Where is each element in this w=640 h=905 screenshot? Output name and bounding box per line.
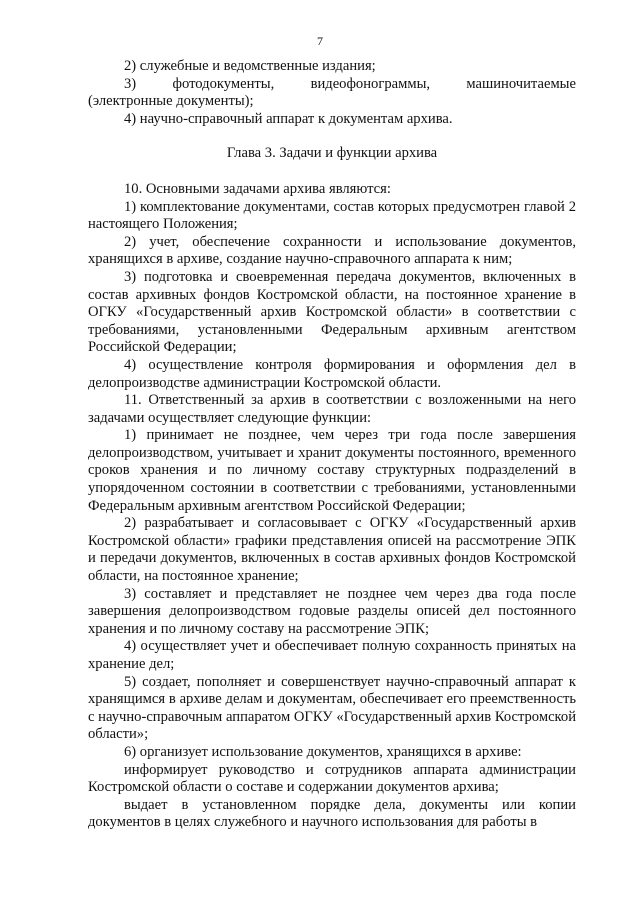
section-11-intro: 11. Ответственный за архив в соответствии с возложенными на него задачами осуществляет следующие функции: [88,392,576,426]
document-body [88,58,576,832]
section-10-item-2: 2) учет, обеспечение сохранности и использование документов, хранящихся в архиве, создание научно-справочного аппарата к ним; [88,233,576,268]
section-11-item-6a: информирует руководство и сотрудников аппарата администрации Костромской области о составе и содержании документов архива; [88,761,576,796]
section-10-item-3: 3) подготовка и своевременная передача документов, включенных в состав архивных фондов Костромской области, на постоянное хранение в ОГКУ «Государственный архив Костромской области» в соответствии с требованиями, установленными Федеральным архивным агентством Российской Федерации; [88,268,576,356]
section-11-item-6: 6) организует использование документов, хранящихся в архиве: [124,743,522,760]
section-10-intro: 10. Основными задачами архива являются: [124,180,391,197]
section-11-item-5: 5) создает, пополняет и совершенствует научно-справочный аппарат к хранящимся в архиве делам и документам, обеспечивает его преемственность с научно-справочным аппаратом ОГКУ «Государственный архив Костромской области»; [88,673,576,743]
list-item-3-part: фотодокументы, [172,75,275,92]
section-11-item-3: 3) составляет и представляет не позднее чем через два года после завершения делопроизводством годовые разделы описей дел постоянного хранения и по личному составу на рассмотрение ЭПК; [88,585,576,637]
list-item-4: 4) научно-справочный аппарат к документам архива. [124,110,453,127]
list-item-3-part: 3) [124,75,137,92]
page-number: 7 [317,34,323,48]
section-11-item-6b: выдает в установленном порядке дела, документы или копии документов в целях служебного и научного использования для работы в [88,796,576,831]
section-11-item-4: 4) осуществляет учет и обеспечивает полную сохранность принятых на хранение дел; [88,638,576,672]
section-11-item-1: 1) принимает не позднее, чем через три года после завершения делопроизводством, учитывает и хранит документы постоянного, временного сроков хранения и по личному составу структурных подразделений в упорядоченном состоянии в соответствии с требованиями, установленными Федеральным архивным агентством Российской Федерации; [88,427,576,514]
section-10-item-4: 4) осуществление контроля формирования и оформления дел в делопроизводстве администрации Костромской области. [88,356,576,391]
chapter-heading: Глава 3. Задачи и функции архива [226,145,438,162]
section-11-item-2: 2) разрабатывает и согласовывает с ОГКУ «Государственный архив Костромской области» графики представления описей на рассмотрение ЭПК и передачи документов, включенных в состав архивных фондов Костромской области, на постоянное хранение; [88,515,576,585]
list-item-3-part: видеофонограммы, [310,75,431,92]
list-item-3 [88,76,576,94]
list-item-2: 2) служебные и ведомственные издания; [124,58,376,74]
list-item-3-continuation: (электронные документы); [88,93,254,110]
section-10-item-1: 1) комплектование документами, состав которых предусмотрен главой 2 настоящего Положения; [88,198,576,233]
list-item-3-part: машиночитаемые [466,75,576,92]
